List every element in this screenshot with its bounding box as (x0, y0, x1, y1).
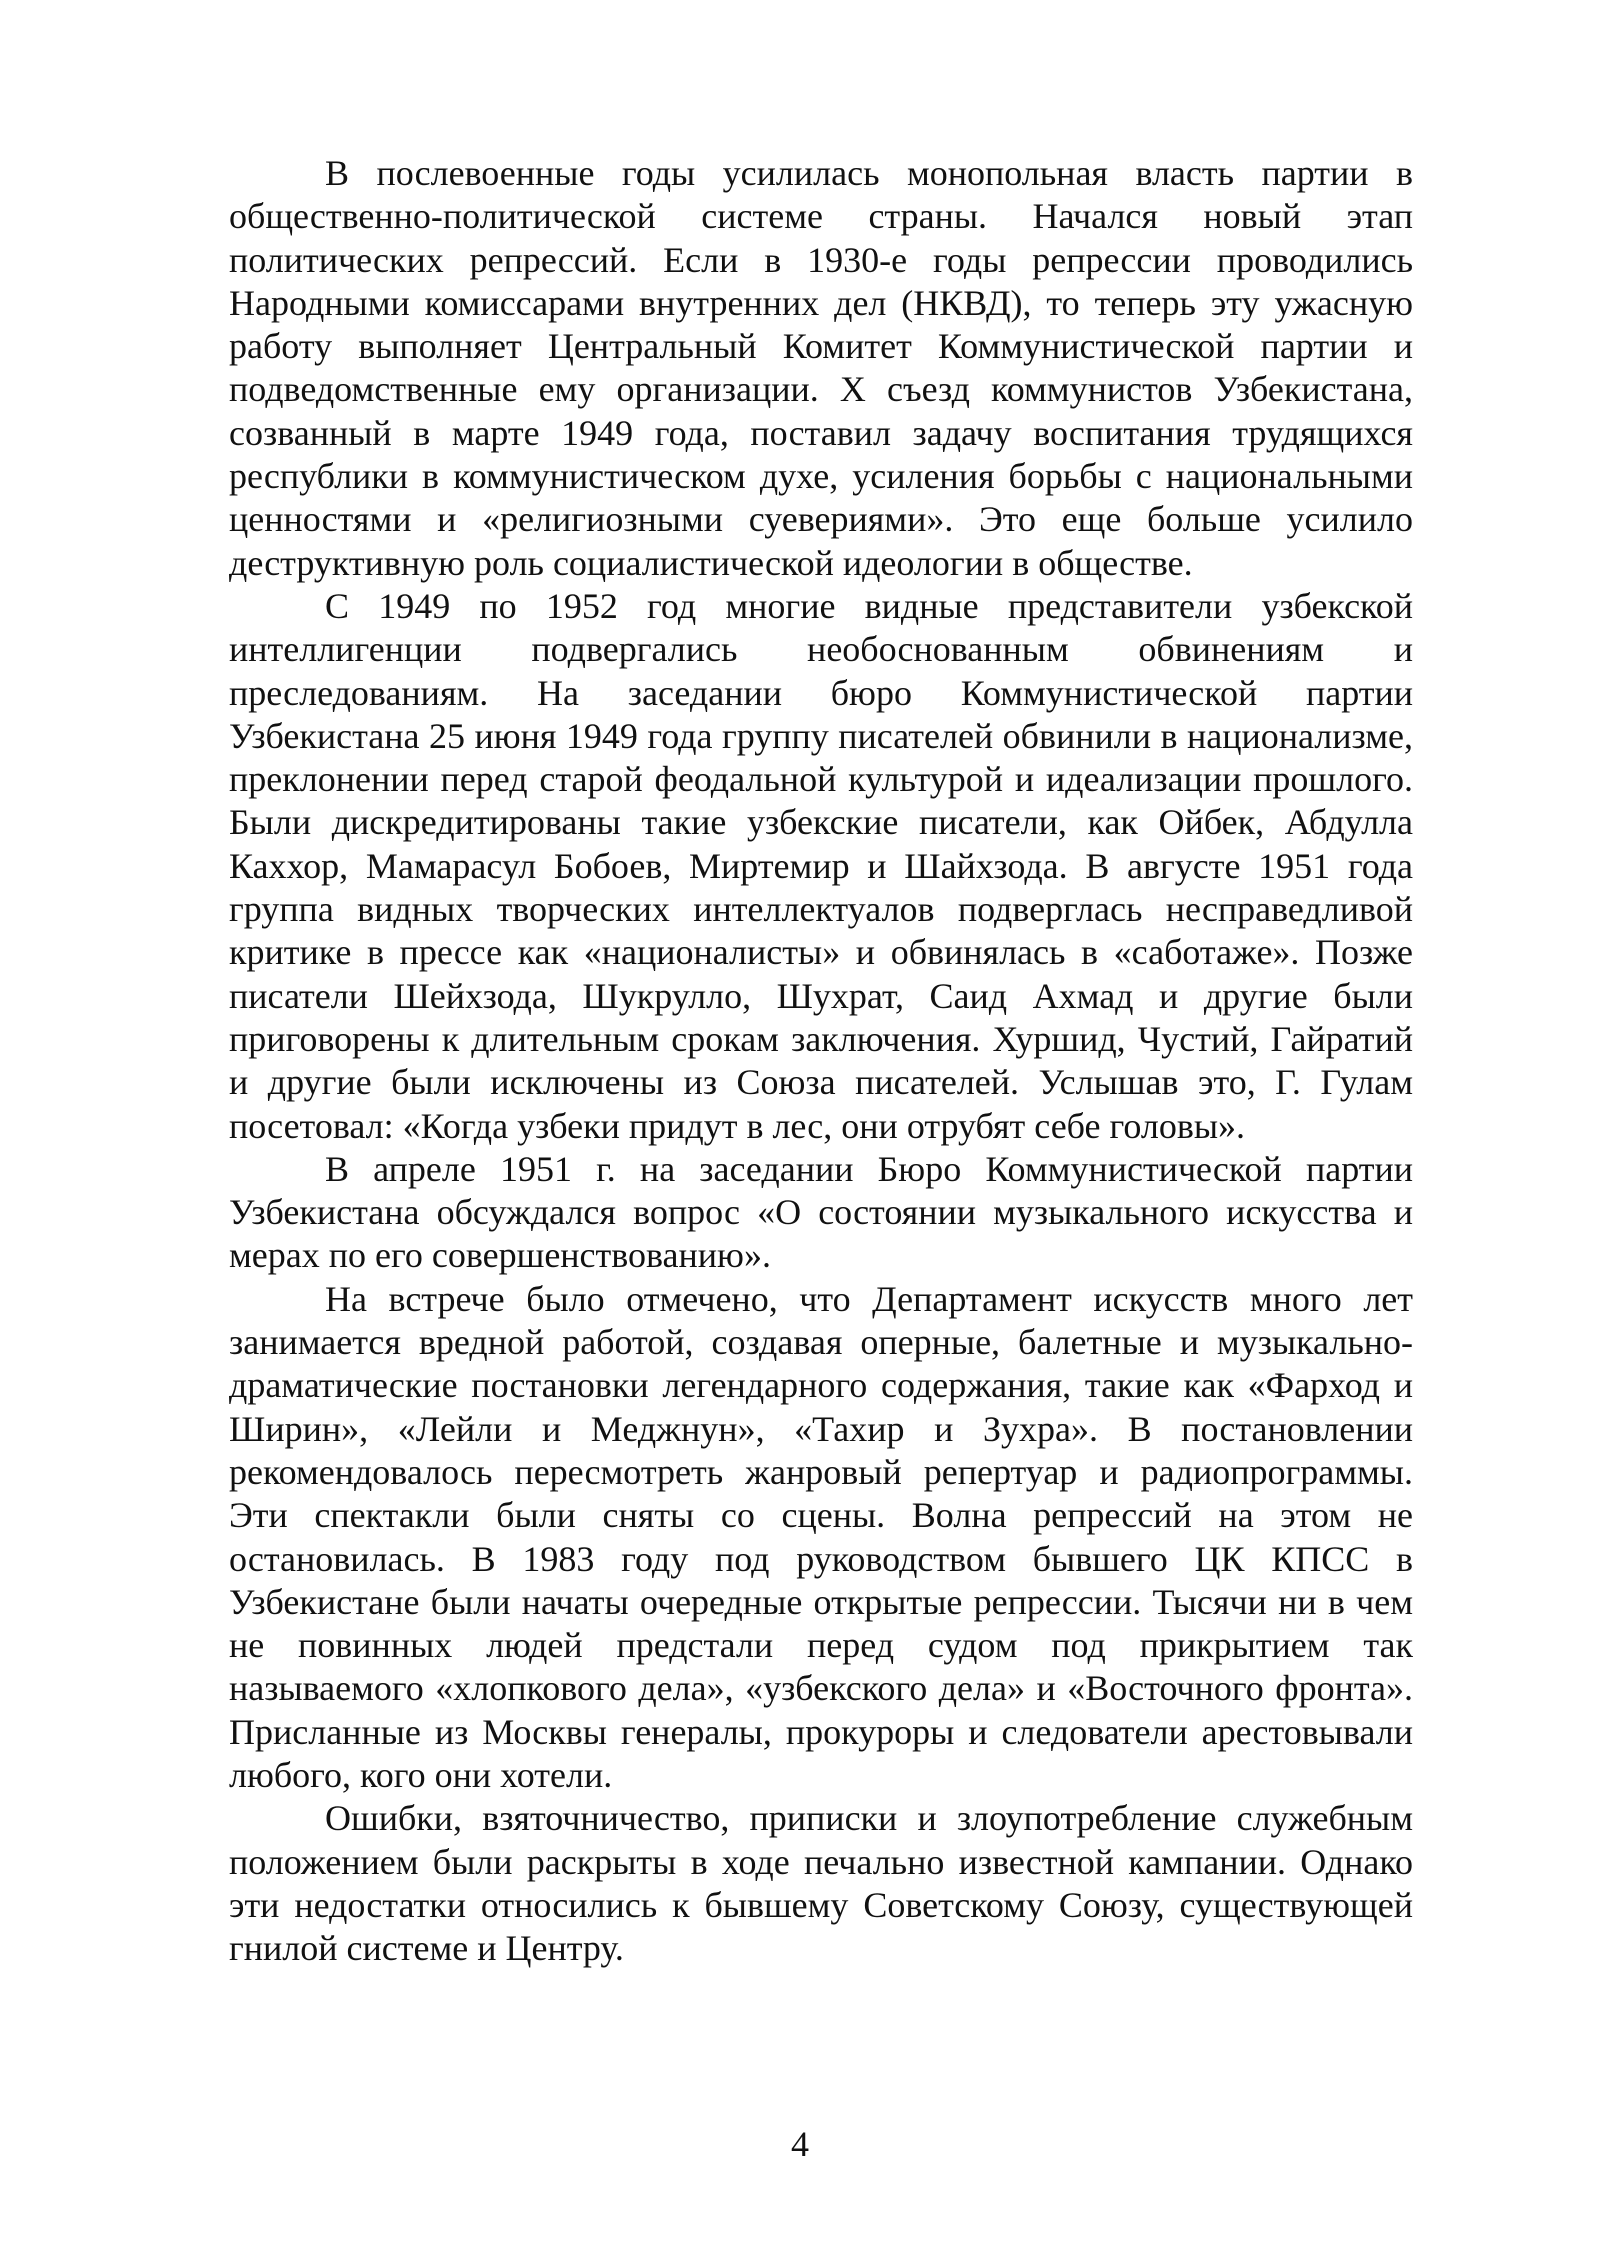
paragraph-postwar-repressions: В послевоенные годы усилилась монопольная власть партии в общественно-политической системе страны. Начался новый этап политических репрессий. Если в 1930-е годы репрессии проводились Народными комиссарами внутренних дел (НКВД), то теперь эту ужасную работу выполняет Центральный Комитет Коммунистической партии и подведомственные ему организации. X съезд коммунистов Узбекистана, созванный в марте 1949 года, поставил задачу воспитания трудящихся республики в коммунистическом духе, усиления борьбы с национальными ценностями и «религиозными суевериями». Это еще больше усилило деструктивную роль социалистической идеологии в обществе. (229, 153, 1413, 583)
paragraph-intelligentsia-persecution: С 1949 по 1952 год многие видные представители узбекской интеллигенции подвергались необоснованным обвинениям и преследованиям. На заседании бюро Коммунистической партии Узбекистана 25 июня 1949 года группу писателей обвинили в национализме, преклонении перед старой феодальной культурой и идеализации прошлого. Были дискредитированы такие узбекские писатели, как Ойбек, Абдулла Каххор, Мамарасул Бобоев, Миртемир и Шайхзода. В августе 1951 года группа видных творческих интеллектуалов подверглась несправедливой критике в прессе как «националисты» и обвинялась в «саботаже». Позже писатели Шейхзода, Шукрулло, Шухрат, Саид Ахмад и другие были приговорены к длительным срокам заключения. Хуршид, Чустий, Гайратий и другие были исключены из Союза писателей. Услышав это, Г. Гулам посетовал: «Когда узбеки придут в лес, они отрубят себе головы». (229, 585, 1413, 1146)
paragraph-arts-department: На встрече было отмечено, что Департамент искусств много лет занимается вредной работой, создавая оперные, балетные и музыкально-драматические постановки легендарного содержания, такие как «Фарход и Ширин», «Лейли и Меджнун», «Тахир и Зухра». В постановлении рекомендовалось пересмотреть жанровый репертуар и радиопрограммы. Эти спектакли были сняты со сцены. Волна репрессий на этом не остановилась. В 1983 году под руководством бывшего ЦК КПСС в Узбекистане были начаты очередные открытые репрессии. Тысячи ни в чем не повинных людей предстали перед судом под прикрытием так называемого «хлопкового дела», «узбекского дела» и «Восточного фронта». Присланные из Москвы генералы, прокуроры и следователи арестовывали любого, кого они хотели. (229, 1278, 1413, 1795)
document-body (229, 152, 1413, 1970)
paragraph-campaign-errors: Ошибки, взяточничество, приписки и злоупотребление служебным положением были раскрыты в ходе печально известной кампании. Однако эти недостатки относились к бывшему Советскому Союзу, существующей гнилой системе и Центру. (229, 1798, 1413, 1969)
page-number: 4 (791, 2124, 809, 2164)
paragraph-music-bureau-meeting: В апреле 1951 г. на заседании Бюро Коммунистической партии Узбекистана обсуждался вопрос «О состоянии музыкального искусства и мерах по его совершенствованию». (229, 1148, 1413, 1276)
